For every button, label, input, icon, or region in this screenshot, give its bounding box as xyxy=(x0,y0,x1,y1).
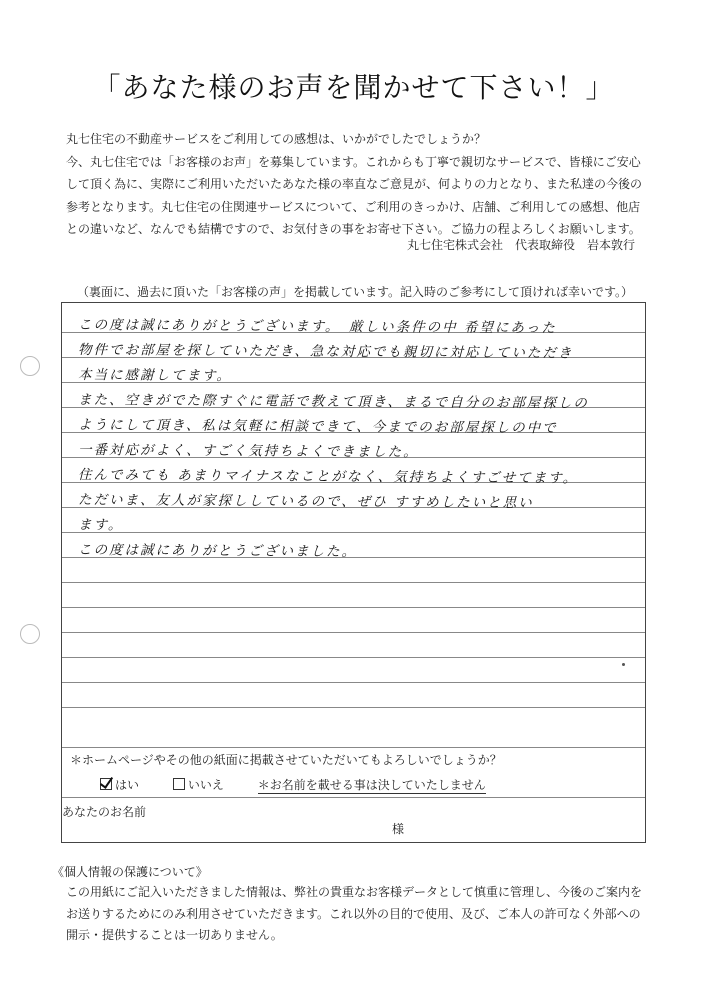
name-field-label: あなたのお名前 xyxy=(62,805,147,819)
ruled-line xyxy=(62,682,645,683)
intro-line: との違いなど、なんでも結構ですので、お気付きの事をお寄せ下さい。ご協力の程よろしくお願いします。 xyxy=(66,222,641,236)
reference-notice: （裏面に、過去に頂いた「お客様の声」を掲載しています。記入時のご参考にして頂ければ幸いです。） xyxy=(74,283,636,303)
privacy-title: 《個人情報の保護について》 xyxy=(52,865,208,879)
privacy-line: お送りするためにのみ利用させていただきます。これ以外の目的で使用、及び、ご本人の許可なく外部への xyxy=(66,906,641,921)
name-privacy-note: ＊お名前を載せる事は決していたしません xyxy=(257,778,486,792)
handwritten-comment: この度は誠にありがとうございます。 厳しい条件の中 希望にあった xyxy=(77,317,557,337)
no-label: いいえ xyxy=(187,778,224,792)
handwritten-comment: 住んでみても あまりマイナスなことがなく、気持ちよくすごせてます。 xyxy=(77,467,579,487)
handwritten-comment: ただいま、友人が家探ししているので、ぜひ すすめしたいと思い xyxy=(77,492,534,512)
intro-line: して頂く為に、実際にご利用いただいたあなた様の率直なご意見が、何よりの力となり、また私達の今後の xyxy=(66,177,643,191)
ruled-line xyxy=(62,747,645,748)
consent-question: ＊ホームページやその他の紙面に掲載させていただいてもよろしいでしょうか？ xyxy=(70,753,502,767)
name-field-suffix: 様 xyxy=(392,822,405,836)
privacy-line: この用紙にご記入いただきました情報は、弊社の貴重なお客様データとして慎重に管理し、今後のご案内を xyxy=(66,885,643,899)
handwritten-comment: 本当に感謝してます。 xyxy=(77,367,232,385)
consent-no-option[interactable] xyxy=(173,778,228,792)
ruled-line xyxy=(62,797,645,798)
ruled-line xyxy=(62,707,645,708)
yes-label: はい xyxy=(115,778,140,792)
punch-hole-bottom xyxy=(20,624,40,644)
ruled-line xyxy=(62,532,645,533)
handwritten-comment: ます。 xyxy=(77,517,124,534)
intro-paragraph xyxy=(66,128,656,241)
punch-hole-top xyxy=(20,356,40,376)
yes-checkbox[interactable] xyxy=(100,778,112,790)
intro-line: 丸七住宅の不動産サービスをご利用しての感想は、いかがでしたでしょうか？ xyxy=(66,132,487,146)
ruled-line xyxy=(62,582,645,583)
intro-line: 参考となります。丸七住宅の住関連サービスについて、ご利用のきっかけ、店舗、ご利用しての感想、他店 xyxy=(66,199,641,214)
ruled-line xyxy=(62,607,645,608)
privacy-line: 開示・提供することは一切ありません。 xyxy=(66,928,283,942)
ruled-line xyxy=(62,657,645,658)
handwritten-comment: ようにして頂き、私は気軽に相談できて、今までのお部屋探しの中で xyxy=(77,417,558,437)
stray-dot xyxy=(622,663,625,666)
consent-yes-option[interactable] xyxy=(100,778,143,792)
handwritten-comment: 一番対応がよく、すごく気持ちよくできました。 xyxy=(77,442,419,461)
ruled-line xyxy=(62,632,645,633)
privacy-body xyxy=(66,882,666,947)
consent-options xyxy=(100,776,486,793)
no-checkbox[interactable] xyxy=(173,778,185,790)
intro-line: 今、丸七住宅では「お客様のお声」を募集しています。これからも丁寧で親切なサービスで、皆様にご安心 xyxy=(66,154,641,169)
handwritten-comment: また、空きがでた際すぐに電話で教えて頂き、まるで自分のお部屋探しの xyxy=(77,392,589,412)
handwritten-comment: この度は誠にありがとうございました。 xyxy=(77,542,358,560)
company-signature: 丸七住宅株式会社 代表取締役 岩本敦行 xyxy=(406,238,635,252)
comment-form xyxy=(61,302,646,843)
handwritten-comment: 物件でお部屋を探していただき、急な対応でも親切に対応していただき xyxy=(77,342,574,362)
page-title: 「あなた様のお声を聞かせて下さい！」 xyxy=(92,71,615,104)
